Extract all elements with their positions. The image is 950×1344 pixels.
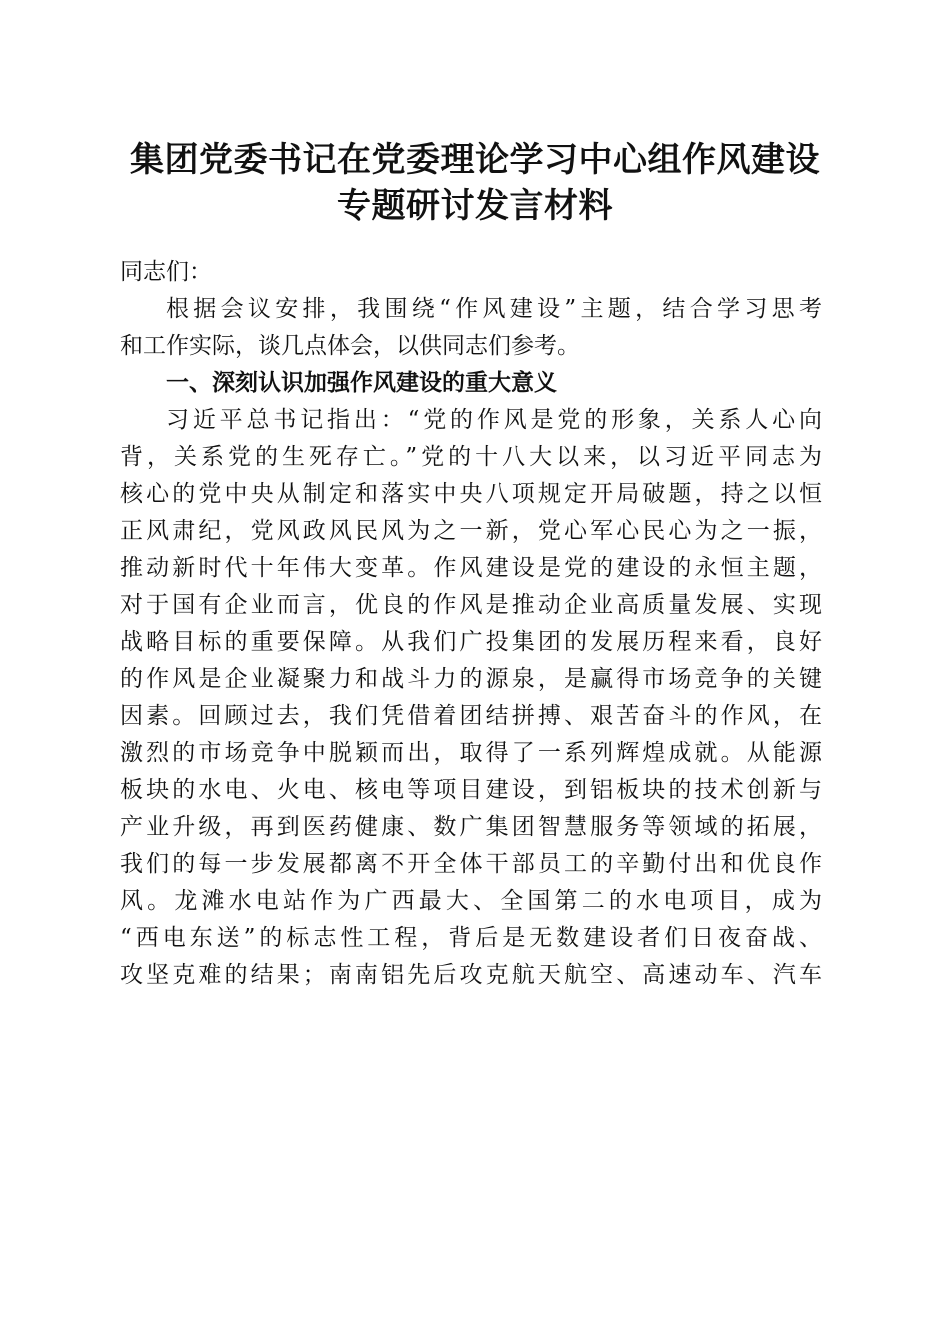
paragraph-line: 产业升级，再到医药健康、数广集团智慧服务等领域的拓展， [120, 814, 822, 840]
paragraph-line: 正风肃纪，党风政风民风为之一新，党心军心民心为之一振， [120, 518, 822, 544]
paragraph-line: 板块的水电、火电、核电等项目建设，到铝板块的技术创新与 [120, 777, 822, 803]
paragraph-line: 推动新时代十年伟大变革。作风建设是党的建设的永恒主题， [120, 555, 822, 581]
section-heading-1: 一、深刻认识加强作风建设的重大意义 [166, 370, 557, 396]
paragraph-1 [120, 402, 822, 994]
paragraph-line: 战略目标的重要保障。从我们广投集团的发展历程来看，良好 [120, 629, 822, 655]
paragraph-line: 激烈的市场竞争中脱颖而出，取得了一系列辉煌成就。从能源 [120, 740, 822, 766]
paragraph-line: 习近平总书记指出：“党的作风是党的形象，关系人心向 [166, 407, 822, 433]
salutation: 同志们： [120, 259, 212, 285]
paragraph-line: 我们的每一步发展都离不开全体干部员工的辛勤付出和优良作 [120, 851, 822, 877]
document-body [120, 254, 822, 994]
intro-line: 根据会议安排，我围绕“作风建设”主题，结合学习思考 [166, 296, 822, 322]
paragraph-line: 攻坚克难的结果；南南铝先后攻克航天航空、高速动车、汽车 [120, 962, 822, 988]
paragraph-line: 对于国有企业而言，优良的作风是推动企业高质量发展、实现 [120, 592, 822, 618]
document-title-line-1: 集团党委书记在党委理论学习中心组作风建设 [130, 140, 820, 180]
intro-line: 和工作实际，谈几点体会，以供同志们参考。 [120, 333, 580, 359]
paragraph-line: 背，关系党的生死存亡。”党的十八大以来，以习近平同志为 [120, 444, 822, 470]
paragraph-line: 风。龙滩水电站作为广西最大、全国第二的水电项目，成为 [120, 888, 822, 914]
paragraph-line: 因素。回顾过去，我们凭借着团结拼搏、艰苦奋斗的作风，在 [120, 703, 822, 729]
document-title-line-2: 专题研讨发言材料 [337, 186, 613, 226]
paragraph-line: “西电东送”的标志性工程，背后是无数建设者们日夜奋战、 [120, 925, 822, 951]
intro-paragraph [120, 291, 822, 365]
paragraph-line: 核心的党中央从制定和落实中央八项规定开局破题，持之以恒 [120, 481, 822, 507]
paragraph-line: 的作风是企业凝聚力和战斗力的源泉，是赢得市场竞争的关键 [120, 666, 822, 692]
